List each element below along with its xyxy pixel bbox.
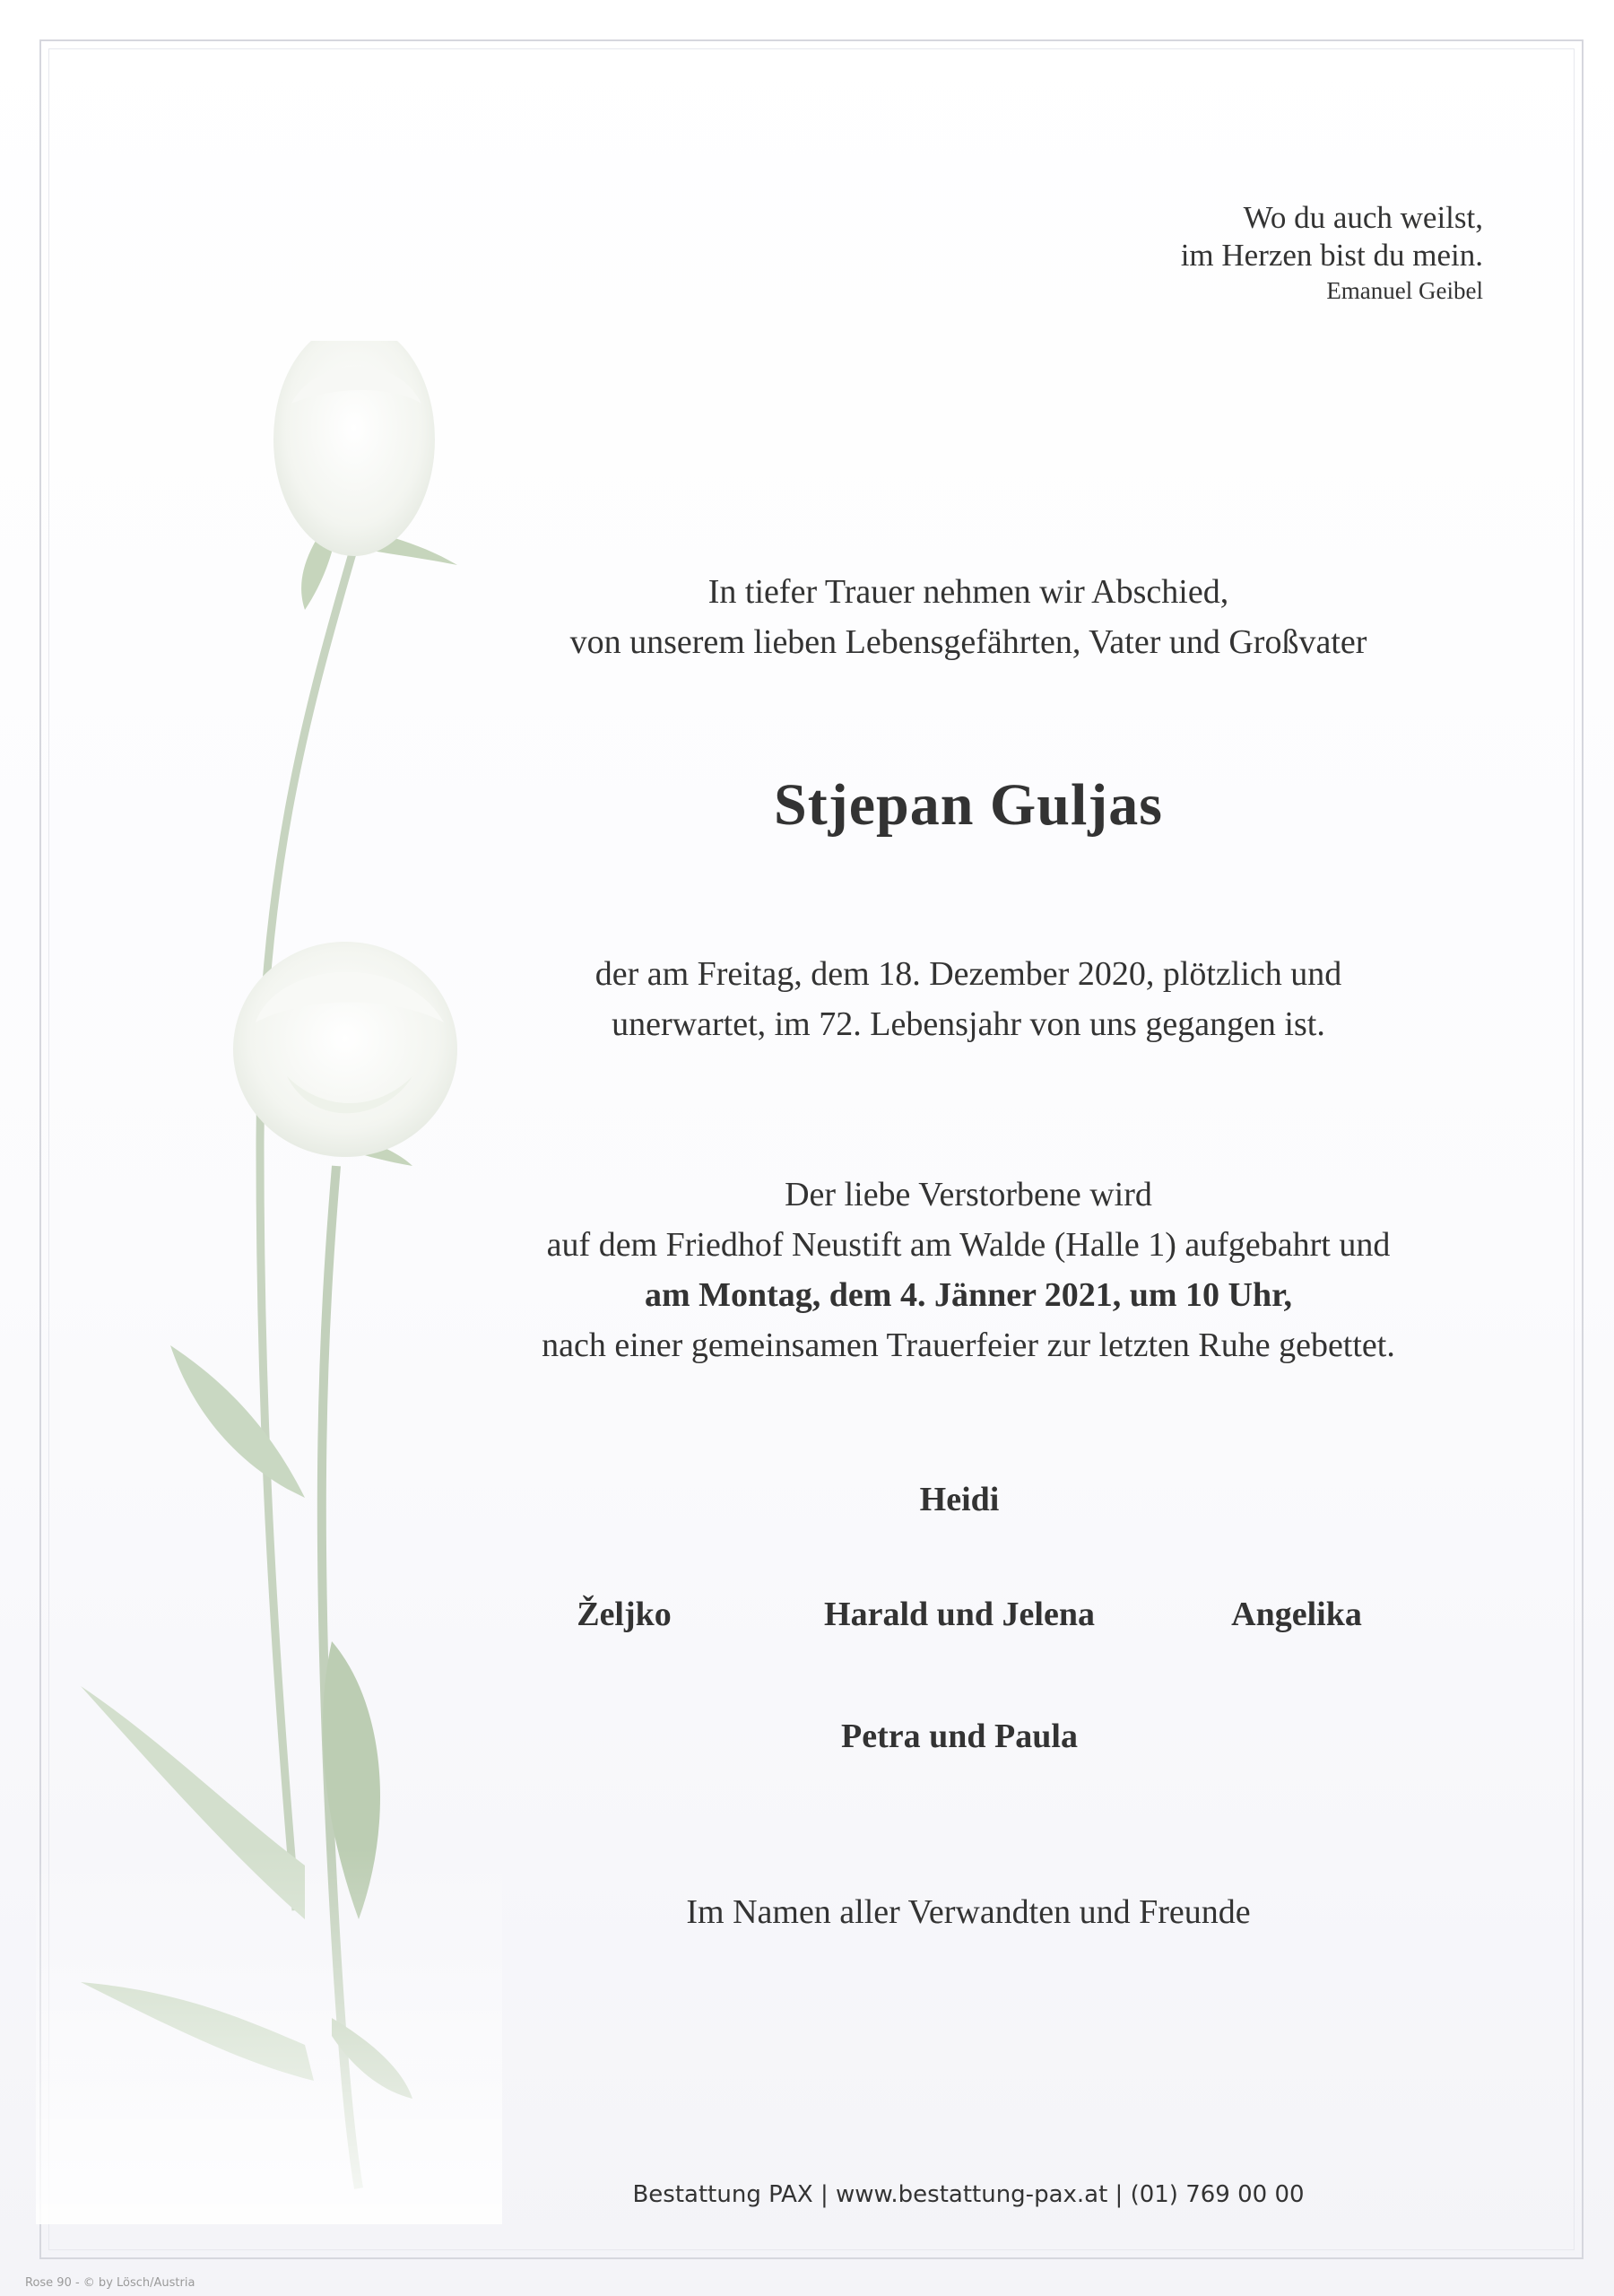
image-credit: Rose 90 - © by Lösch/Austria [25,2276,195,2290]
funeral-line-2: auf dem Friedhof Neustift am Walde (Halle 1) aufgebahrt und [546,1226,1391,1264]
mourner-angelika: Angelika [1231,1596,1362,1633]
epitaph-quote [1181,199,1483,307]
funeral-date: am Montag, dem 4. Jänner 2021, um 10 Uhr, [644,1276,1293,1314]
deceased-name: Stjepan Guljas [774,772,1163,838]
mourner-heidi: Heidi [919,1481,1000,1518]
quote-line-1: Wo du auch weilst, [1243,200,1483,235]
death-line-1: der am Freitag, dem 18. Dezember 2020, plötzlich und [594,955,1342,993]
death-line-2: unerwartet, im 72. Lebensjahr von uns gegangen ist. [612,1005,1325,1043]
closing-text: Im Namen aller Verwandten und Freunde [686,1893,1251,1931]
quote-author: Emanuel Geibel [1326,277,1483,304]
funeral-line-4: nach einer gemeinsamen Trauerfeier zur letzten Ruhe gebettet. [542,1326,1395,1364]
funeral-line-1: Der liebe Verstorbene wird [785,1176,1152,1213]
death-announcement [439,949,1497,1049]
intro-line-1: In tiefer Trauer nehmen wir Abschied, [707,573,1229,611]
quote-line-2: im Herzen bist du mein. [1180,238,1483,273]
mourner-petra-paula: Petra und Paula [841,1718,1078,1755]
intro-line-2: von unserem lieben Lebensgefährten, Vater und Großvater [569,623,1367,661]
funeral-home-footer: Bestattung PAX | www.bestattung-pax.at | (01) 769 00 00 [632,2181,1305,2208]
mourner-zeljko: Željko [577,1596,672,1633]
intro-text [439,567,1497,667]
funeral-details [439,1170,1497,1370]
mourner-harald-jelena: Harald und Jelena [824,1596,1095,1633]
white-rose-illustration [36,341,502,2224]
